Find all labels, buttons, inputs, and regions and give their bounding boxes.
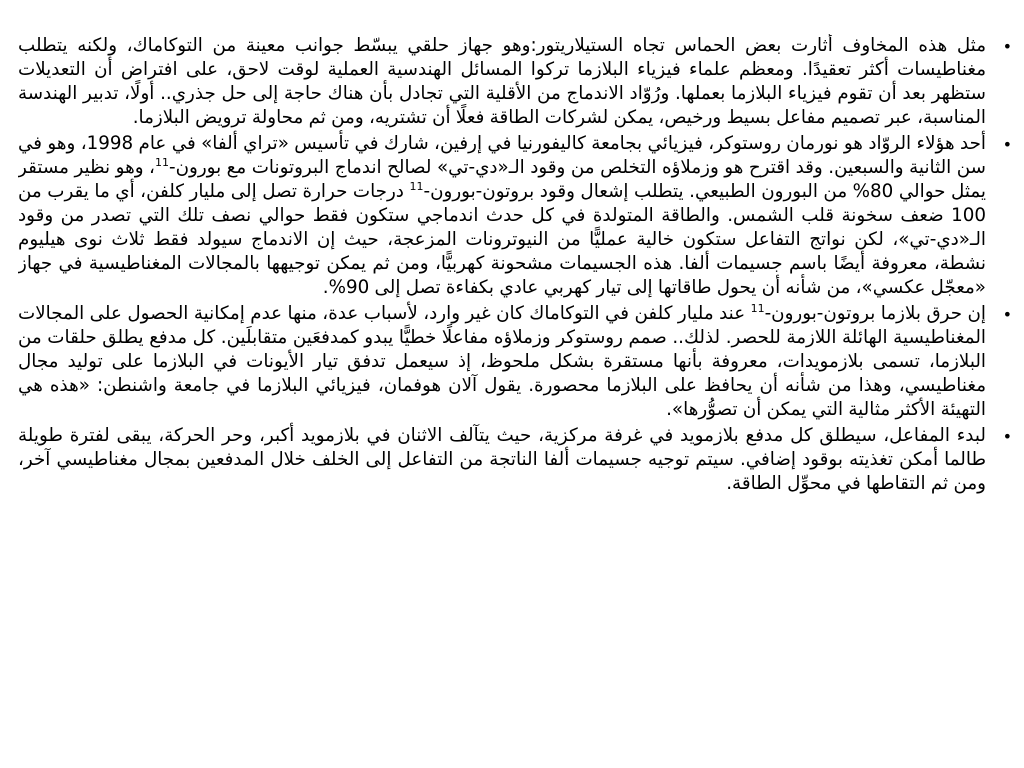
bullet-item-reactor-start	[18, 424, 1014, 496]
bullet-list	[18, 34, 1014, 496]
paragraph-text-part: أحد هؤلاء الروّاد هو نورمان روستوكر، فيزيائي بجامعة كاليفورنيا في إرفين، شارك في تأسيس «تراي ألفا» في عام 1998، وهو في سن الثانية والسبعين. وقد اقترح هو وزملاؤه التخلص من وقود الـ«دي-تي» لصالح اندماج البروتونات مع بورون-	[18, 133, 986, 178]
bullet-dot-icon: •	[1002, 305, 1012, 324]
isotope-superscript: 11	[409, 179, 424, 193]
paragraph-text: لبدء المفاعل، سيطلق كل مدفع بلازمويد في غرفة مركزية، حيث يتآلف الاثنان في بلازمويد أكبر، وحر الحركة، يبقى لفترة طويلة طالما أمكن تغذيته بوقود إضافي. سيتم توجيه جسيمات ألفا الناتجة من التفاعل إلى الخلف خلال المدفعين بمجال مغناطيسي آخر، ومن ثم التقاطها في محوِّل الطاقة.	[18, 425, 986, 494]
isotope-superscript: 11	[154, 155, 169, 169]
bullet-item-stellarator	[18, 34, 1014, 130]
bullet-dot-icon: •	[1002, 427, 1012, 446]
bullet-item-rostoker	[18, 132, 1014, 300]
paragraph-text-part: إن حرق بلازما بروتون-بورون-	[764, 303, 986, 324]
slide-body	[18, 34, 1014, 754]
bullet-dot-icon: •	[1002, 37, 1012, 56]
bullet-dot-icon: •	[1002, 135, 1012, 154]
paragraph-text-part: ، وهو نظير مستقر يمثل حوالي 80% من البورون الطبيعي. يتطلب إشعال وقود بروتون-بورون-	[18, 157, 986, 202]
paragraph-text: مثل هذه المخاوف أثارت بعض الحماس تجاه الستيلاريتور:وهو جهاز حلقي يبسّط جوانب معينة من التوكاماك، ولكنه يتطلب مغناطيسات أكثر تعقيدًا. ومعظم علماء فيزياء البلازما تركوا المسائل الهندسية العملية لوقت لاحق، على افتراض أن التعديلات ستظهر بعد أن تقوم فيزياء البلازما بعملها. ورُوّاد الاندماج من الأقلية التي تجادل بأن هناك حاجة إلى حل جذري.. أولًا، تدبير الهندسة المناسبة، عبر تصميم مفاعل بسيط ورخيص، يمكن لشركات الطاقة فعلًا أن تشتريه، ومن ثم محاولة ترويض البلازما.	[18, 35, 986, 128]
paragraph-text-part: درجات حرارة تصل إلى مليار كلفن، أي ما يقرب من 100 ضعف سخونة قلب الشمس. والطاقة المتولدة في كل حدث اندماجي ستكون فقط حوالي نصف تلك التي تصدر من وقود الـ«دي-تي»، لكن نواتج التفاعل ستكون خالية عمليًّا من النيوترونات المزعجة، حيث إن الاندماج سيولد فقط ثلاث نوى هيليوم نشطة، معروفة أيضًا باسم جسيمات ألفا. هذه الجسيمات مشحونة كهربيًّا، ومن ثم يمكن توجيهها بالمجالات المغناطيسية في جهاز «معجّل عكسي»، من شأنه أن يحول طاقاتها إلى تيار كهربي عادي بكفاءة تصل إلى 90%.	[18, 181, 986, 298]
paragraph-text-part: عند مليار كلفن في التوكاماك كان غير وارد، لأسباب عدة، منها عدم إمكانية الحصول على المجالات المغناطيسية الهائلة اللازمة للحصر. لذلك.. صمم روستوكر وزملاؤه مفاعلًا خطيًّا يبدو كمدفعَين متقابلَين. كل مدفع يطلق حلقات من البلازما، تسمى بلازمويدات، معروفة بأنها مستقرة بشكل ملحوظ، إذ سيعمل تدفق تيار الأيونات في البلازما على توليد مجال مغناطيسي، وهذا من شأنه أن يحافظ على البلازما محصورة. يقول آلان هوفمان، فيزيائي البلازما في جامعة واشنطن: «هذه هي التهيئة الأكثر مثالية التي يمكن أن تصوُّرها».	[18, 303, 986, 420]
isotope-superscript: 11	[750, 301, 765, 315]
bullet-item-plasmoids	[18, 302, 1014, 422]
